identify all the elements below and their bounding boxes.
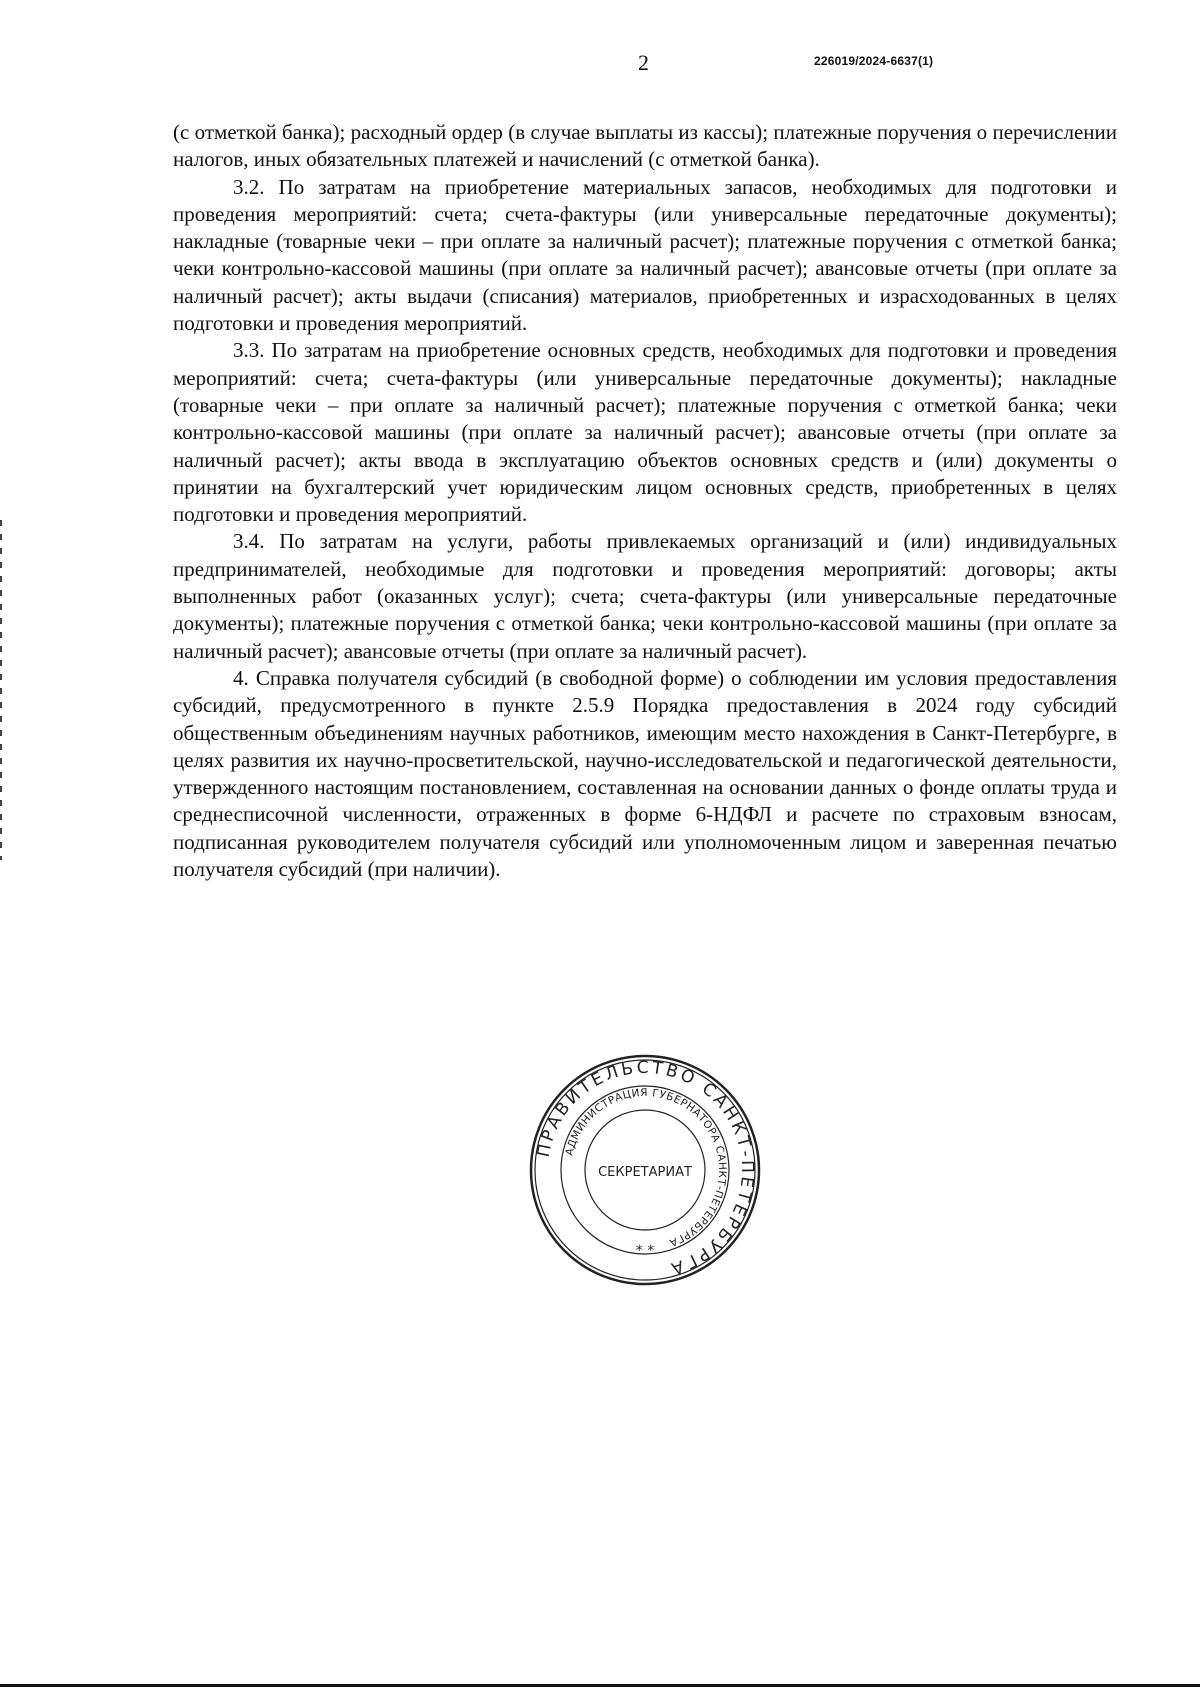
seal-center-text: СЕКРЕТАРИАТ xyxy=(598,1165,692,1180)
document-registration-number: 226019/2024-6637(1) xyxy=(814,54,934,68)
paragraph-3-3: 3.3. По затратам на приобретение основных средств, необходимых для подготовки и проведения мероприятий: счета; счета-фактуры (или универсальные передаточные документы); накладные (товарные чеки – при оплате за наличный расчет); платежные поручения с отметкой банка; чеки контрольно-кассовой машины (при оплате за наличный расчет); авансовые отчеты (при оплате за наличный расчет); акты ввода в эксплуатацию объектов основных средств и (или) документы о принятии на бухгалтерский учет юридическим лицом основных средств, приобретенных в целях подготовки и проведения мероприятий. xyxy=(173,338,1117,527)
paragraph-3-2: 3.2. По затратам на приобретение материальных запасов, необходимых для подготовки и проведения мероприятий: счета; счета-фактуры (или универсальные передаточные документы); накладные (товарные чеки – при оплате за наличный расчет); платежные поручения с отметкой банка; чеки контрольно-кассовой машины (при оплате за наличный расчет); авансовые отчеты (при оплате за наличный расчет); акты выдачи (списания) материалов, приобретенных и израсходованных в целях подготовки и проведения мероприятий. xyxy=(173,174,1117,336)
page-bottom-rule xyxy=(0,1684,1200,1687)
paragraph-continuation: (с отметкой банка); расходный ордер (в случае выплаты из кассы); платежные поручения о перечислении налогов, иных обязательных платежей и начислений (с отметкой банка). xyxy=(173,120,1117,172)
paragraph-3-4: 3.4. По затратам на услуги, работы привлекаемых организаций и (или) индивидуальных предпринимателей, необходимые для подготовки и проведения мероприятий: договоры; акты выполненных работ (оказанных услуг); счета; счета-фактуры (или универсальные передаточные документы); платежные поручения с отметкой банка; чеки контрольно-кассовой машины (при оплате за наличный расчет); авансовые отчеты (при оплате за наличный расчет). xyxy=(173,529,1117,663)
seal-outer-text: ПРАВИТЕЛЬСТВО САНКТ-ПЕТЕРБУРГА xyxy=(533,1057,758,1279)
page-number: 2 xyxy=(638,50,649,75)
seal-stars: * * xyxy=(635,1243,655,1259)
document-body xyxy=(173,119,1117,883)
official-seal xyxy=(525,1050,765,1290)
seal-inner-text: АДМИНИСТРАЦИЯ ГУБЕРНАТОРА САНКТ-ПЕТЕРБУРГА xyxy=(563,1086,729,1249)
scan-margin-mark xyxy=(0,520,2,860)
paragraph-4: 4. Справка получателя субсидий (в свободной форме) о соблюдении им условия предоставления субсидий, предусмотренного в пункте 2.5.9 Порядка предоставления в 2024 году субсидий общественным объединениям научных работников, имеющим место нахождения в Санкт-Петербурге, в целях развития их научно-просветительской, научно-исследовательской и педагогической деятельности, утвержденного настоящим постановлением, составленная на основании данных о фонде оплаты труда и среднесписочной численности, отраженных в форме 6-НДФЛ и расчете по страховым взносам, подписанная руководителем получателя субсидий или уполномоченным лицом и заверенная печатью получателя субсидий (при наличии). xyxy=(173,665,1117,882)
